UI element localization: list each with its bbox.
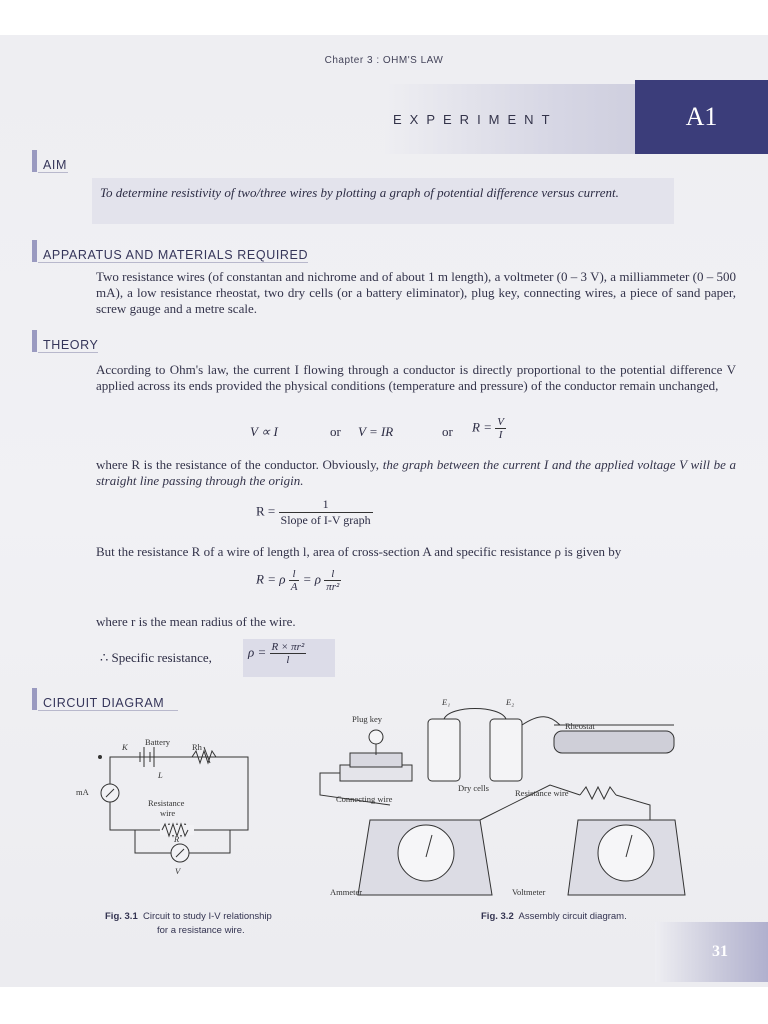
theory-paragraph-3: But the resistance R of a wire of length l, area of cross-section A and specific resistance ρ is given by (96, 544, 622, 559)
equation-r-fraction (472, 416, 506, 441)
section-rule (38, 172, 68, 173)
equation-ohm: V = IR (358, 424, 394, 439)
label-battery: Battery (145, 737, 171, 747)
apparatus-text: Two resistance wires (of constantan and nichrome and of about 1 m length), a voltmeter (0 – 3 V), a milliammeter (0 – 500 mA), a low resistance rheostat, two dry cells (or a battery eliminator), plug key, connecting wires, a piece of sand paper, screw gauge and a metre scale. (96, 269, 736, 316)
label-wire: wire (160, 808, 176, 818)
label-ammeter: Ammeter (330, 887, 363, 897)
experiment-label: EXPERIMENT (393, 112, 558, 127)
denominator: I (498, 429, 503, 441)
equation-mid: = ρ (302, 571, 321, 587)
theory-paragraph-1: According to Ohm's law, the current I flowing through a conductor is directly proportional to the potential difference V applied across its ends provided the physical conditions (temperature and pressure) of the conductor remain unchanged, (96, 362, 736, 393)
equation-specific-resistance (248, 641, 306, 666)
denominator: πr² (326, 581, 340, 593)
equation-lhs: R = (472, 419, 492, 435)
numerator: R × πr² (271, 641, 305, 653)
theory-paragraph-2-plain: where R is the resistance of the conductor. Obviously, (96, 457, 380, 472)
section-theory (32, 330, 98, 352)
section-bar (32, 240, 37, 262)
fraction (324, 568, 341, 593)
equation-or: or (330, 424, 341, 439)
equation-proportional: V ∝ I (250, 424, 278, 439)
equation-lhs: R = ρ (256, 571, 286, 587)
numerator: 1 (279, 497, 373, 513)
section-theory-title: THEORY (43, 338, 99, 352)
denominator: l (286, 654, 290, 666)
section-circuit-title: CIRCUIT DIAGRAM (43, 696, 165, 710)
label-l: L (158, 770, 163, 780)
section-rule (38, 352, 98, 353)
rheostat-icon (554, 731, 674, 753)
caption-number: Fig. 3.1 (105, 911, 138, 922)
theory-paragraph-2-italic: the graph between the current I and the applied voltage V will be a straight line passing through the origin. (96, 457, 737, 488)
fraction (279, 497, 373, 528)
numerator: l (289, 568, 300, 581)
label-r: R (174, 834, 180, 844)
section-rule (38, 710, 178, 711)
label-ma: mA (76, 787, 89, 797)
dry-cell-1-icon (428, 719, 460, 781)
caption-number: Fig. 3.2 (481, 911, 514, 922)
label-plug-key: Plug key (352, 714, 382, 724)
label-resistance-wire: Resistance wire (515, 788, 569, 798)
equation-lhs: ρ = (248, 644, 267, 660)
caption-line-1: Circuit to study I-V relationship (143, 911, 272, 922)
dry-cell-2-icon (490, 719, 522, 781)
denominator: Slope of I-V graph (280, 513, 371, 527)
equation-slope (256, 497, 373, 528)
fraction (270, 641, 307, 666)
chapter-header: Chapter 3 : OHM'S LAW (324, 55, 444, 66)
section-bar (32, 330, 37, 352)
plug-key-icon (369, 730, 383, 744)
section-bar (32, 150, 37, 172)
label-rheostat: Rheostat (565, 721, 595, 731)
ammeter-icon (398, 825, 454, 881)
label-e1: E₁ (442, 697, 451, 707)
theory-paragraph-2 (96, 457, 736, 489)
numerator: V (497, 416, 504, 428)
label-k: K (122, 742, 128, 752)
caption-line-2: for a resistance wire. (157, 925, 245, 936)
label-rh: Rh (192, 742, 202, 752)
voltmeter-icon (598, 825, 654, 881)
label-e2: E₂ (506, 697, 515, 707)
theory-paragraph-4: where r is the mean radius of the wire. (96, 614, 296, 629)
caption-text: Assembly circuit diagram. (518, 911, 627, 922)
section-circuit (32, 688, 164, 710)
section-rule (38, 262, 308, 263)
denominator: A (290, 581, 298, 593)
section-apparatus-title: APPARATUS AND MATERIALS REQUIRED (43, 248, 309, 262)
label-resistance: Resistance (148, 798, 185, 808)
label-connecting-wire: Connecting wire (336, 794, 393, 804)
key-icon (98, 755, 102, 759)
experiment-id-badge: A1 (635, 80, 768, 154)
label-v: V (175, 866, 181, 876)
equation-or: or (442, 424, 453, 439)
section-bar (32, 688, 37, 710)
page-number: 31 (712, 943, 728, 960)
aim-text: To determine resistivity of two/three wires by plotting a graph of potential difference versus current. (100, 185, 619, 200)
section-aim-title: AIM (43, 158, 68, 172)
equation-lhs: R = (256, 503, 276, 519)
label-dry-cells: Dry cells (458, 783, 489, 793)
fraction (289, 568, 300, 593)
section-aim (32, 150, 67, 172)
equation-resistivity (256, 568, 341, 593)
fraction (495, 416, 506, 441)
figure-3-1-caption (105, 910, 272, 938)
specific-resistance-label: ∴ Specific resistance, (100, 650, 212, 665)
figure-3-2-caption (481, 910, 627, 924)
section-apparatus (32, 240, 308, 262)
label-voltmeter: Voltmeter (512, 887, 546, 897)
numerator: l (324, 568, 341, 581)
